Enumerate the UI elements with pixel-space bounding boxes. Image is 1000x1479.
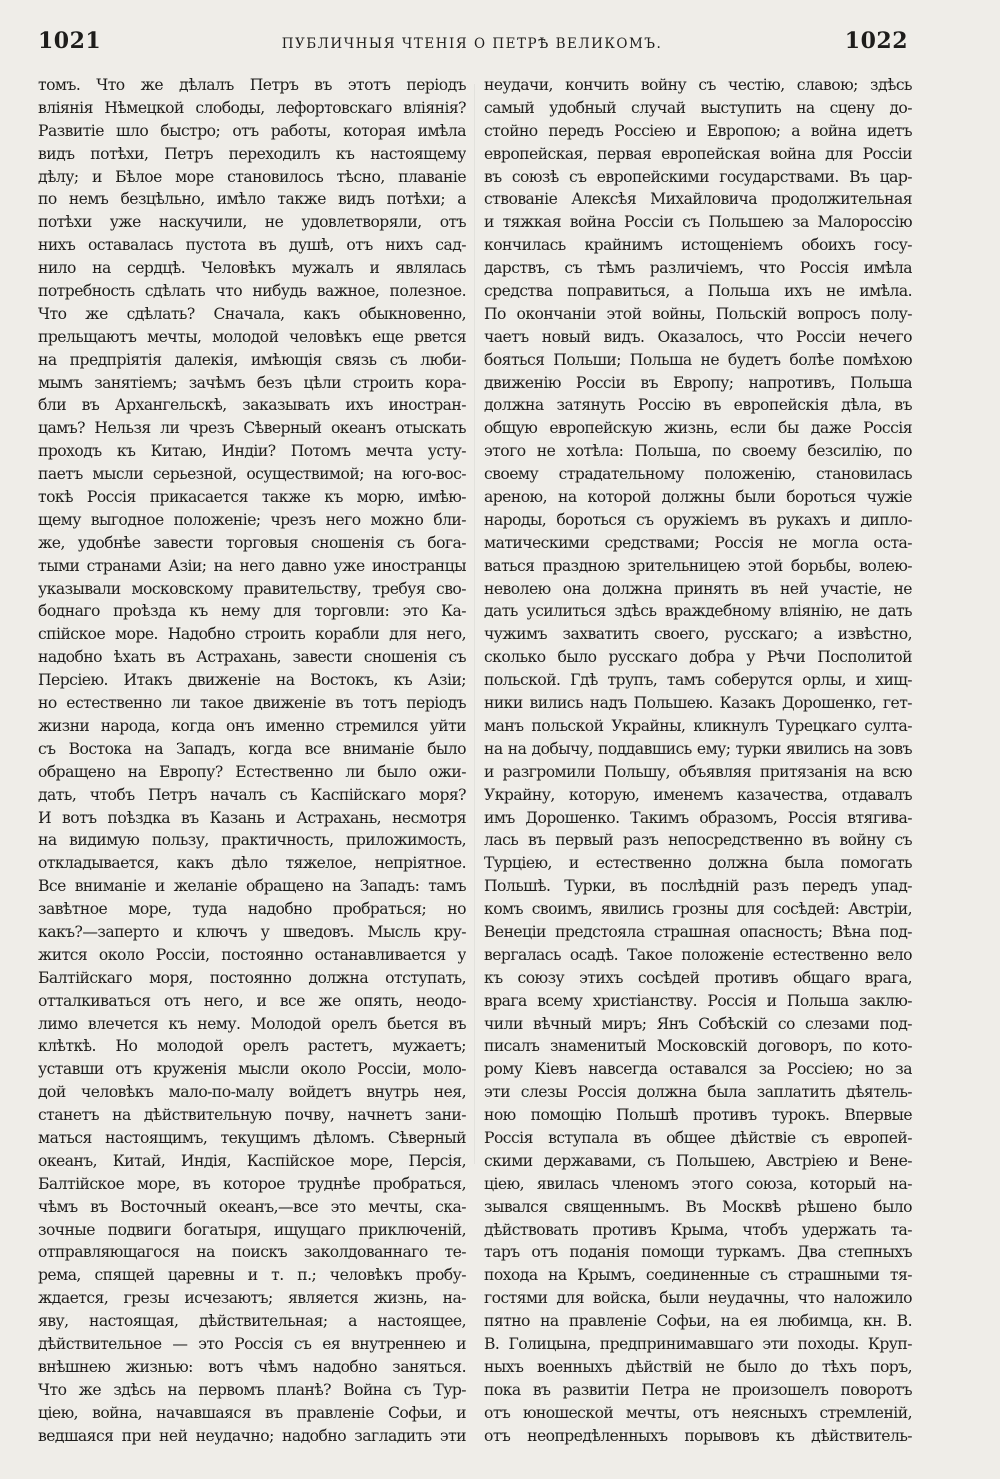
text-line: скими державами, съ Польшею, Австріею и Вене- bbox=[484, 1151, 912, 1170]
text-line: Украйну, которую, именемъ казачества, отдавалъ bbox=[484, 785, 912, 804]
text-line: нихъ оставалась пустота въ душѣ, отъ нихъ сад- bbox=[38, 236, 466, 255]
text-line: пока въ развитіи Петра не произошелъ поворотъ bbox=[484, 1380, 912, 1399]
text-line: движенію Россіи въ Европу; напротивъ, Польша bbox=[484, 373, 912, 392]
column-gutter bbox=[474, 84, 475, 1164]
text-line: ціею, война, начавшаяся въ правленіе Софьи, и bbox=[38, 1403, 466, 1422]
text-line: прельщаютъ мечты, молодой человѣкъ еще рвется bbox=[38, 327, 466, 346]
text-line: пятно на правленіе Софьи, на ея любимца, кн. В. bbox=[484, 1312, 912, 1331]
text-line: дой человѣкъ мало-по-малу войдетъ внутрь нея, bbox=[38, 1083, 466, 1102]
text-line: Венеціи предстояла страшная опасность; Вѣна под- bbox=[484, 922, 912, 941]
text-line: дѣйствительное — это Россія съ ея внутреннею и bbox=[38, 1334, 466, 1353]
text-line: похода на Крымъ, соединенные съ страшными тя- bbox=[484, 1266, 912, 1285]
text-line: должна затянуть Россію въ европейскія дѣла, въ bbox=[484, 396, 912, 415]
text-line: неудачи, кончить войну съ честію, славою; здѣсь bbox=[484, 76, 912, 94]
text-line: тыми странами Азіи; на него давно уже иностранцы bbox=[38, 556, 466, 575]
text-line: чужимъ захватить своего, русскаго; а извѣстно, bbox=[484, 625, 912, 644]
text-line: ждается, грезы исчезаютъ; является жизнь, на- bbox=[38, 1289, 466, 1308]
text-line: клѣткѣ. Но молодой орелъ растетъ, мужаетъ; bbox=[38, 1037, 466, 1056]
text-line: и тяжкая война Россіи съ Польшею за Малороссію bbox=[484, 213, 912, 232]
text-line: Турціею, и естественно должна была помогать bbox=[484, 854, 912, 873]
text-line: самый удобный случай выступить на сцену до- bbox=[484, 98, 912, 117]
text-line: маться настоящимъ, текущимъ дѣломъ. Сѣверный bbox=[38, 1128, 466, 1147]
text-line: мымъ занятіемъ; зачѣмъ безъ цѣли строить кора- bbox=[38, 373, 466, 392]
text-line: Развитіе шло быстро; отъ работы, которая имѣла bbox=[38, 121, 466, 140]
text-line: матическими средствами; Россія не могла оста- bbox=[484, 533, 912, 552]
text-line: Россія вступала въ общее дѣйствіе съ европей- bbox=[484, 1128, 912, 1147]
text-line: чаетъ новый видъ. Оказалось, что Россіи нечего bbox=[484, 327, 912, 346]
text-line: стойно передъ Россіею и Европою; а война идетъ bbox=[484, 121, 912, 140]
text-line: В. Голицына, предпринимавшаго эти походы. Круп- bbox=[484, 1334, 912, 1353]
text-line: цамъ? Нельзя ли чрезъ Сѣверный океанъ отыскать bbox=[38, 419, 466, 438]
text-line: ники вились надъ Польшею. Казакъ Дорошенко, гет- bbox=[484, 694, 912, 713]
text-column-left bbox=[38, 74, 466, 1447]
text-line: и разгромили Польшу, объявляя притязанія на всю bbox=[484, 762, 912, 781]
text-line: комъ своимъ, явились грозны для сосѣдей: Австріи, bbox=[484, 900, 912, 919]
text-line: потѣхи уже наскучили, не удовлетворяли, отъ bbox=[38, 213, 466, 232]
text-line: гостями для войска, были неудачны, что наложило bbox=[484, 1289, 912, 1308]
text-line: неволею она должна принять въ ней участіе, не bbox=[484, 579, 912, 598]
text-line: томъ. Что же дѣлалъ Петръ въ этотъ періодъ bbox=[38, 76, 466, 94]
text-line: вліянія Нѣмецкой слободы, лефортовскаго вліянія? bbox=[38, 98, 466, 117]
text-line: же, удобнѣе завести торговыя сношенія съ бога- bbox=[38, 533, 466, 552]
text-line: рема, спящей царевны и т. п.; человѣкъ пробу- bbox=[38, 1266, 466, 1285]
text-line: Балтійское море, въ которое труднѣе пробраться, bbox=[38, 1174, 466, 1193]
text-line: уставши отъ круженія мысли около Россіи, моло- bbox=[38, 1060, 466, 1079]
text-line: таръ отъ поданія помощи туркамъ. Два степныхъ bbox=[484, 1243, 912, 1262]
text-line: лимо влечется къ нему. Молодой орелъ бьется въ bbox=[38, 1014, 466, 1033]
text-line: нило на сердцѣ. Человѣкъ мужалъ и являлась bbox=[38, 259, 466, 278]
text-line: рому Кіевъ навсегда оставался за Россіею; но за bbox=[484, 1060, 912, 1079]
text-line: Балтійскаго моря, постоянно должна отступать, bbox=[38, 968, 466, 987]
text-line: какъ?—заперто и ключъ у шведовъ. Мысль кру- bbox=[38, 922, 466, 941]
text-line: зочные подвиги богатыря, ищущаго приключеній, bbox=[38, 1220, 466, 1239]
text-line: имъ Дорошенко. Такимъ образомъ, Россія втягива- bbox=[484, 808, 912, 827]
page-header bbox=[36, 28, 908, 68]
text-line: По окончаніи этой войны, Польскій вопросъ полу- bbox=[484, 304, 912, 323]
text-line: потребность сдѣлать что нибудь важное, полезное. bbox=[38, 282, 466, 301]
text-line: паетъ мысли серьезной, осуществимой; на юго-вос- bbox=[38, 465, 466, 484]
text-line: польской. Гдѣ трупъ, тамъ соберутся орлы, и хищ- bbox=[484, 671, 912, 690]
text-line: ареною, на которой должны были бороться чужіе bbox=[484, 488, 912, 507]
text-line: эти слезы Россія должна была заплатить дѣятель- bbox=[484, 1083, 912, 1102]
text-line: бли въ Архангельскѣ, заказывать ихъ иностран- bbox=[38, 396, 466, 415]
text-line: дѣйствовать противъ Крыма, чтобъ удержать та- bbox=[484, 1220, 912, 1239]
text-line: въ союзѣ съ европейскими государствами. Въ цар- bbox=[484, 167, 912, 186]
text-line: своему страдательному положенію, становилась bbox=[484, 465, 912, 484]
text-line: отъ юношеской мечты, отъ неясныхъ стремленій, bbox=[484, 1403, 912, 1422]
text-line: манъ польской Украйны, кликнулъ Турецкаго султа- bbox=[484, 716, 912, 735]
text-line: отправляющагося на поискъ заколдованнаго те- bbox=[38, 1243, 466, 1262]
text-line: отталкиваться отъ него, и все же опять, неодо- bbox=[38, 991, 466, 1010]
text-line: вергалась осадѣ. Такое положеніе естественно вело bbox=[484, 945, 912, 964]
text-line: откладывается, какъ дѣло тяжелое, непріятное. bbox=[38, 854, 466, 873]
text-line: народы, бороться съ оружіемъ въ рукахъ и дипло- bbox=[484, 510, 912, 529]
text-line: дать, чтобъ Петръ началъ съ Каспійскаго моря? bbox=[38, 785, 466, 804]
text-line: надобно ѣхать въ Астрахань, завести сношенія съ bbox=[38, 648, 466, 667]
text-line: Что же здѣсь на первомъ планѣ? Война съ Тур- bbox=[38, 1380, 466, 1399]
text-line: боднаго проѣзда къ нему для торговли: это Ка- bbox=[38, 602, 466, 621]
text-line: внѣшнею жизнью: вотъ чѣмъ надобно заняться. bbox=[38, 1357, 466, 1376]
text-line: лась въ первый разъ непосредственно въ войну съ bbox=[484, 831, 912, 850]
text-line: этого не хотѣла: Польша, по своему безсилію, по bbox=[484, 442, 912, 461]
text-line: чѣмъ въ Восточный океанъ,—все это мечты, ска- bbox=[38, 1197, 466, 1216]
text-line: писалъ знаменитый Московскій договоръ, по кото- bbox=[484, 1037, 912, 1056]
text-line: яву, настоящая, дѣйствительная; а настоящее, bbox=[38, 1312, 466, 1331]
text-line: средства поправиться, а Польша ихъ не имѣла. bbox=[484, 282, 912, 301]
text-line: на видимую пользу, практичность, приложимость, bbox=[38, 831, 466, 850]
text-line: ною помощію Польшѣ противъ турокъ. Впервые bbox=[484, 1106, 912, 1125]
text-line: чили вѣчный миръ; Янъ Собѣскій со слезами под- bbox=[484, 1014, 912, 1033]
text-line: обращено на Европу? Естественно ли было ожи- bbox=[38, 762, 466, 781]
text-line: врага всему христіанству. Россія и Польша заклю- bbox=[484, 991, 912, 1010]
text-line: дѣлу; и Бѣлое море становилось тѣсно, плаваніе bbox=[38, 167, 466, 186]
text-line: бояться Польши; Польша не будетъ болѣе помѣхою bbox=[484, 350, 912, 369]
text-line: дарствъ, съ тѣмъ различіемъ, что Россія имѣла bbox=[484, 259, 912, 278]
text-line: сколько было русскаго добра у Рѣчи Посполитой bbox=[484, 648, 912, 667]
text-line: ствованіе Алексѣя Михайловича продолжительная bbox=[484, 190, 912, 209]
text-line: ваться праздною зрительницею этой борьбы, волею- bbox=[484, 556, 912, 575]
text-line: ціею, явилась членомъ этого союза, который на- bbox=[484, 1174, 912, 1193]
text-line: европейская, первая европейская война для Россіи bbox=[484, 144, 912, 163]
text-line: И вотъ поѣздка въ Казань и Астрахань, несмотря bbox=[38, 808, 466, 827]
text-line: токѣ Россія прикасается также къ морю, имѣю- bbox=[38, 488, 466, 507]
page-number-left: 1021 bbox=[38, 28, 102, 54]
text-line: на предпріятія далекія, имѣющія связь съ люби- bbox=[38, 350, 466, 369]
text-line: ныхъ военныхъ дѣйствій не было до тѣхъ поръ, bbox=[484, 1357, 912, 1376]
text-line: Все вниманіе и желаніе обращено на Западъ: тамъ bbox=[38, 877, 466, 896]
text-line: но естественно ли такое движеніе въ тотъ періодъ bbox=[38, 694, 466, 713]
page-number-right: 1022 bbox=[844, 28, 908, 54]
text-line: отъ неопредѣленныхъ порывовъ къ дѣйствитель- bbox=[484, 1426, 912, 1445]
text-line: на на добычу, поддавшись ему; турки явились на зовъ bbox=[484, 739, 912, 758]
text-line: проходъ къ Китаю, Индіи? Потомъ мечта усту- bbox=[38, 442, 466, 461]
text-line: жизни народа, когда онъ именно стремился уйти bbox=[38, 716, 466, 735]
text-line: зывался священнымъ. Въ Москвѣ рѣшено было bbox=[484, 1197, 912, 1216]
text-line: указывали московскому правительству, требуя сво- bbox=[38, 579, 466, 598]
running-title: ПУБЛИЧНЫЯ ЧТЕНІЯ О ПЕТРѢ ВЕЛИКОМЪ. bbox=[281, 36, 663, 52]
text-line: къ союзу этихъ сосѣдей противъ общаго врага, bbox=[484, 968, 912, 987]
text-line: Польшѣ. Турки, въ послѣдній разъ передъ упад- bbox=[484, 877, 912, 896]
text-line: океанъ, Китай, Индія, Каспійское море, Персія, bbox=[38, 1151, 466, 1170]
text-line: дать усилиться здѣсь враждебному вліянію, не дать bbox=[484, 602, 912, 621]
text-line: кончилась крайнимъ истощеніемъ обоихъ госу- bbox=[484, 236, 912, 255]
text-column-right bbox=[484, 74, 912, 1447]
text-line: жится около Россіи, постоянно останавливается у bbox=[38, 945, 466, 964]
text-line: по немъ безцѣльно, имѣло также видъ потѣхи; а bbox=[38, 190, 466, 209]
text-line: Персіею. Итакъ движеніе на Востокъ, къ Азіи; bbox=[38, 671, 466, 690]
text-line: съ Востока на Западъ, когда все вниманіе было bbox=[38, 739, 466, 758]
text-line: Что же сдѣлать? Сначала, какъ обыкновенно, bbox=[38, 304, 466, 323]
text-line: щему выгодное положеніе; чрезъ него можно бли- bbox=[38, 510, 466, 529]
text-line: спійское море. Надобно строить корабли для него, bbox=[38, 625, 466, 644]
text-line: общую европейскую жизнь, если бы даже Россія bbox=[484, 419, 912, 438]
text-line: завѣтное море, туда надобно пробраться; но bbox=[38, 900, 466, 919]
text-line: станетъ на дѣйствительную почву, начнетъ зани- bbox=[38, 1106, 466, 1125]
text-line: ведшаяся при ней неудачно; надобно загладить эти bbox=[38, 1426, 466, 1445]
text-line: видъ потѣхи, Петръ переходилъ къ настоящему bbox=[38, 144, 466, 163]
